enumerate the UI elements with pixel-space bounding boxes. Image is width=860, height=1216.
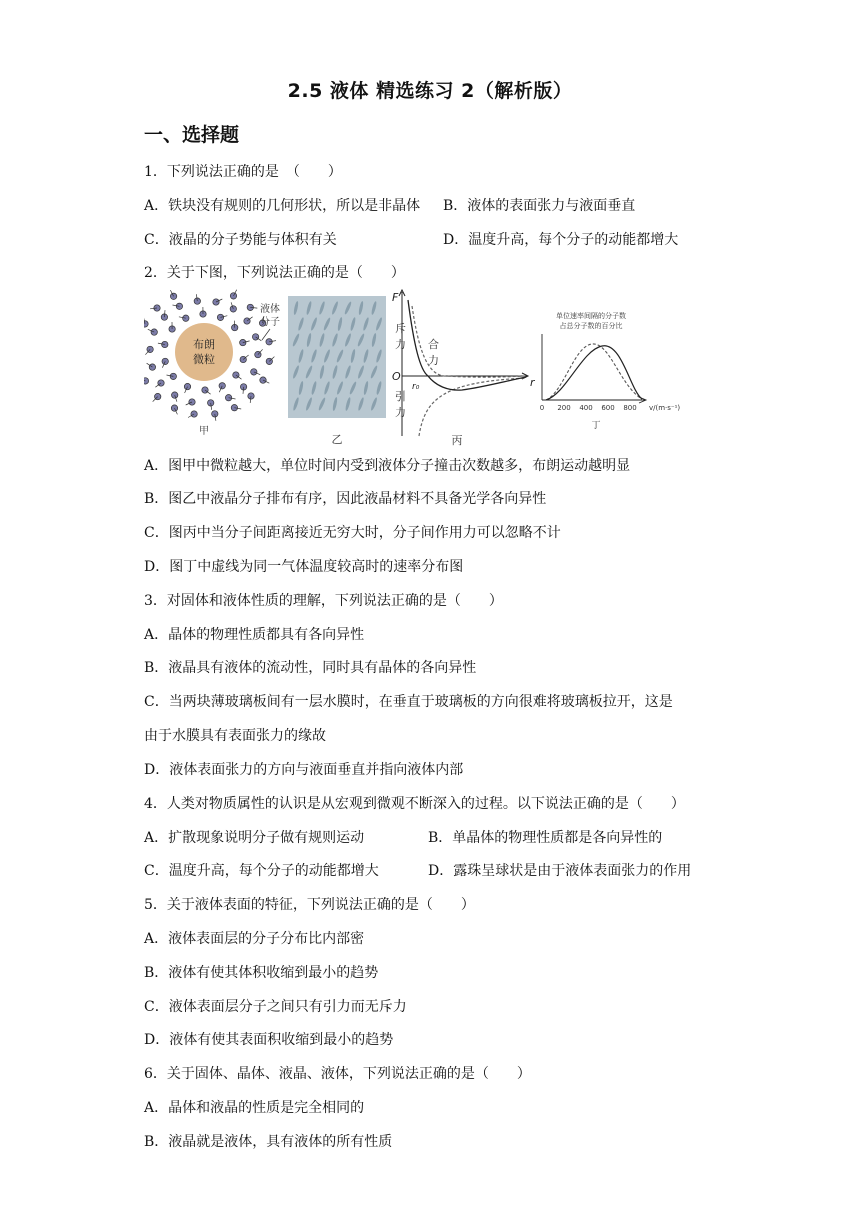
liquid-molecule xyxy=(217,314,223,320)
figure-ding xyxy=(540,311,681,431)
question-5-stem: 5．关于液体表面的特征，下列说法正确的是（ ） xyxy=(144,897,475,913)
question-1-option-c: C．液晶的分子势能与体积有关 xyxy=(144,232,337,248)
ding-tick-600: 600 xyxy=(601,404,615,412)
caption-jia: 甲 xyxy=(199,426,209,437)
liquid-molecule xyxy=(260,377,266,383)
figure-yi xyxy=(288,296,386,446)
document-title: 2.5 液体 精选练习 2（解析版） xyxy=(287,80,573,102)
solid-distribution-curve xyxy=(546,346,642,400)
question-4-option-b: B．单晶体的物理性质都是各向异性的 xyxy=(428,830,663,846)
ding-tick-200: 200 xyxy=(557,404,571,412)
liquid-molecule xyxy=(184,383,190,389)
attraction-label-2: 力 xyxy=(395,406,406,419)
question-6-option-a: A．晶体和液晶的性质是完全相同的 xyxy=(144,1100,365,1116)
particle-label-1: 布朗 xyxy=(193,338,215,351)
ding-tick-400: 400 xyxy=(579,404,593,412)
r0-label: r₀ xyxy=(412,382,420,392)
question-5-option-d: D．液体有使其表面积收缩到最小的趋势 xyxy=(144,1032,394,1048)
liquid-molecule xyxy=(162,341,168,347)
question-6-option-b: B．液晶就是液体，具有液体的所有性质 xyxy=(144,1134,393,1150)
molecule-label-1: 液体 xyxy=(260,304,280,315)
molecule-label-2: 分子 xyxy=(260,317,280,328)
question-5-option-a: A．液体表面层的分子分布比内部密 xyxy=(144,931,365,947)
question-2-figure xyxy=(144,286,704,450)
ding-title-2: 占总分子数的百分比 xyxy=(559,322,623,330)
question-3-option-a: A．晶体的物理性质都具有各向异性 xyxy=(144,627,365,643)
liquid-molecule xyxy=(230,306,236,312)
question-5-option-b: B．液体有使其体积收缩到最小的趋势 xyxy=(144,965,379,981)
question-4-stem: 4．人类对物质属性的认识是从宏观到微观不断深入的过程。以下说法正确的是（ ） xyxy=(144,796,685,812)
f-axis-label: F xyxy=(392,291,399,304)
question-3-option-c-line-2: 由于水膜具有表面张力的缘故 xyxy=(144,728,326,744)
ding-title-1: 单位速率间隔的分子数 xyxy=(556,312,626,320)
question-4-option-c: C．温度升高，每个分子的动能都增大 xyxy=(144,863,379,879)
figure-jia xyxy=(144,290,280,437)
r-axis-label: r xyxy=(530,376,535,389)
liquid-molecule xyxy=(266,339,272,345)
liquid-molecule xyxy=(171,405,177,411)
liquid-molecule xyxy=(219,383,225,389)
liquid-molecule xyxy=(230,293,236,299)
question-1-stem: 1．下列说法正确的是 （ ） xyxy=(144,164,342,180)
repulsion-label-1: 斥 xyxy=(395,322,406,335)
particle-label-2: 微粒 xyxy=(193,353,215,366)
question-2-option-b: B．图乙中液晶分子排布有序，因此液晶材料不具备光学各向异性 xyxy=(144,491,547,507)
question-2-option-c: C．图丙中当分子间距离接近无穷大时，分子间作用力可以忽略不计 xyxy=(144,525,561,541)
origin-label: O xyxy=(392,370,401,383)
question-5-option-c: C．液体表面层分子之间只有引力而无斥力 xyxy=(144,999,407,1015)
figure-bing xyxy=(392,290,536,447)
liquid-molecule xyxy=(172,392,178,398)
question-1-option-d: D．温度升高，每个分子的动能都增大 xyxy=(443,232,679,248)
caption-ding: 丁 xyxy=(591,421,601,431)
ding-tick-800: 800 xyxy=(623,404,637,412)
question-2-option-d: D．图丁中虚线为同一气体温度较高时的速率分布图 xyxy=(144,559,464,575)
attraction-curve xyxy=(419,378,526,436)
question-3-option-c-line-1: C．当两块薄玻璃板间有一层水膜时，在垂直于玻璃板的方向很难将玻璃板拉开，这是 xyxy=(144,694,673,710)
ding-x-label: v/(m·s⁻¹) xyxy=(649,404,681,412)
brownian-particle xyxy=(175,323,233,381)
question-4-option-a: A．扩散现象说明分子做有规则运动 xyxy=(144,830,365,846)
resultant-label-1: 合 xyxy=(428,338,439,351)
question-2-option-a: A．图甲中微粒越大，单位时间内受到液体分子撞击次数越多，布朗运动越明显 xyxy=(144,458,631,474)
ding-tick-0: 0 xyxy=(539,404,545,412)
question-2-stem: 2．关于下图，下列说法正确的是（ ） xyxy=(144,265,405,281)
repulsion-label-2: 力 xyxy=(395,338,406,351)
question-3-option-d: D．液体表面张力的方向与液面垂直并指向液体内部 xyxy=(144,762,464,778)
caption-bing: 丙 xyxy=(451,434,463,447)
question-1-option-a: A．铁块没有规则的几何形状，所以是非晶体 xyxy=(144,198,421,214)
question-3-stem: 3．对固体和液体性质的理解，下列说法正确的是（ ） xyxy=(144,593,503,609)
liquid-molecule xyxy=(183,315,189,321)
question-3-option-b: B．液晶具有液体的流动性，同时具有晶体的各向异性 xyxy=(144,660,477,676)
question-6-stem: 6．关于固体、晶体、液晶、液体，下列说法正确的是（ ） xyxy=(144,1066,531,1082)
question-4-option-d: D．露珠呈球状是由于液体表面张力的作用 xyxy=(428,863,692,879)
section-heading: 一、选择题 xyxy=(144,124,240,146)
liquid-molecule xyxy=(191,411,197,417)
resultant-label-2: 力 xyxy=(428,354,439,367)
liquid-molecule xyxy=(170,373,176,379)
attraction-label-1: 引 xyxy=(395,390,406,403)
caption-yi: 乙 xyxy=(331,433,343,446)
question-1-option-b: B．液体的表面张力与液面垂直 xyxy=(443,198,636,214)
